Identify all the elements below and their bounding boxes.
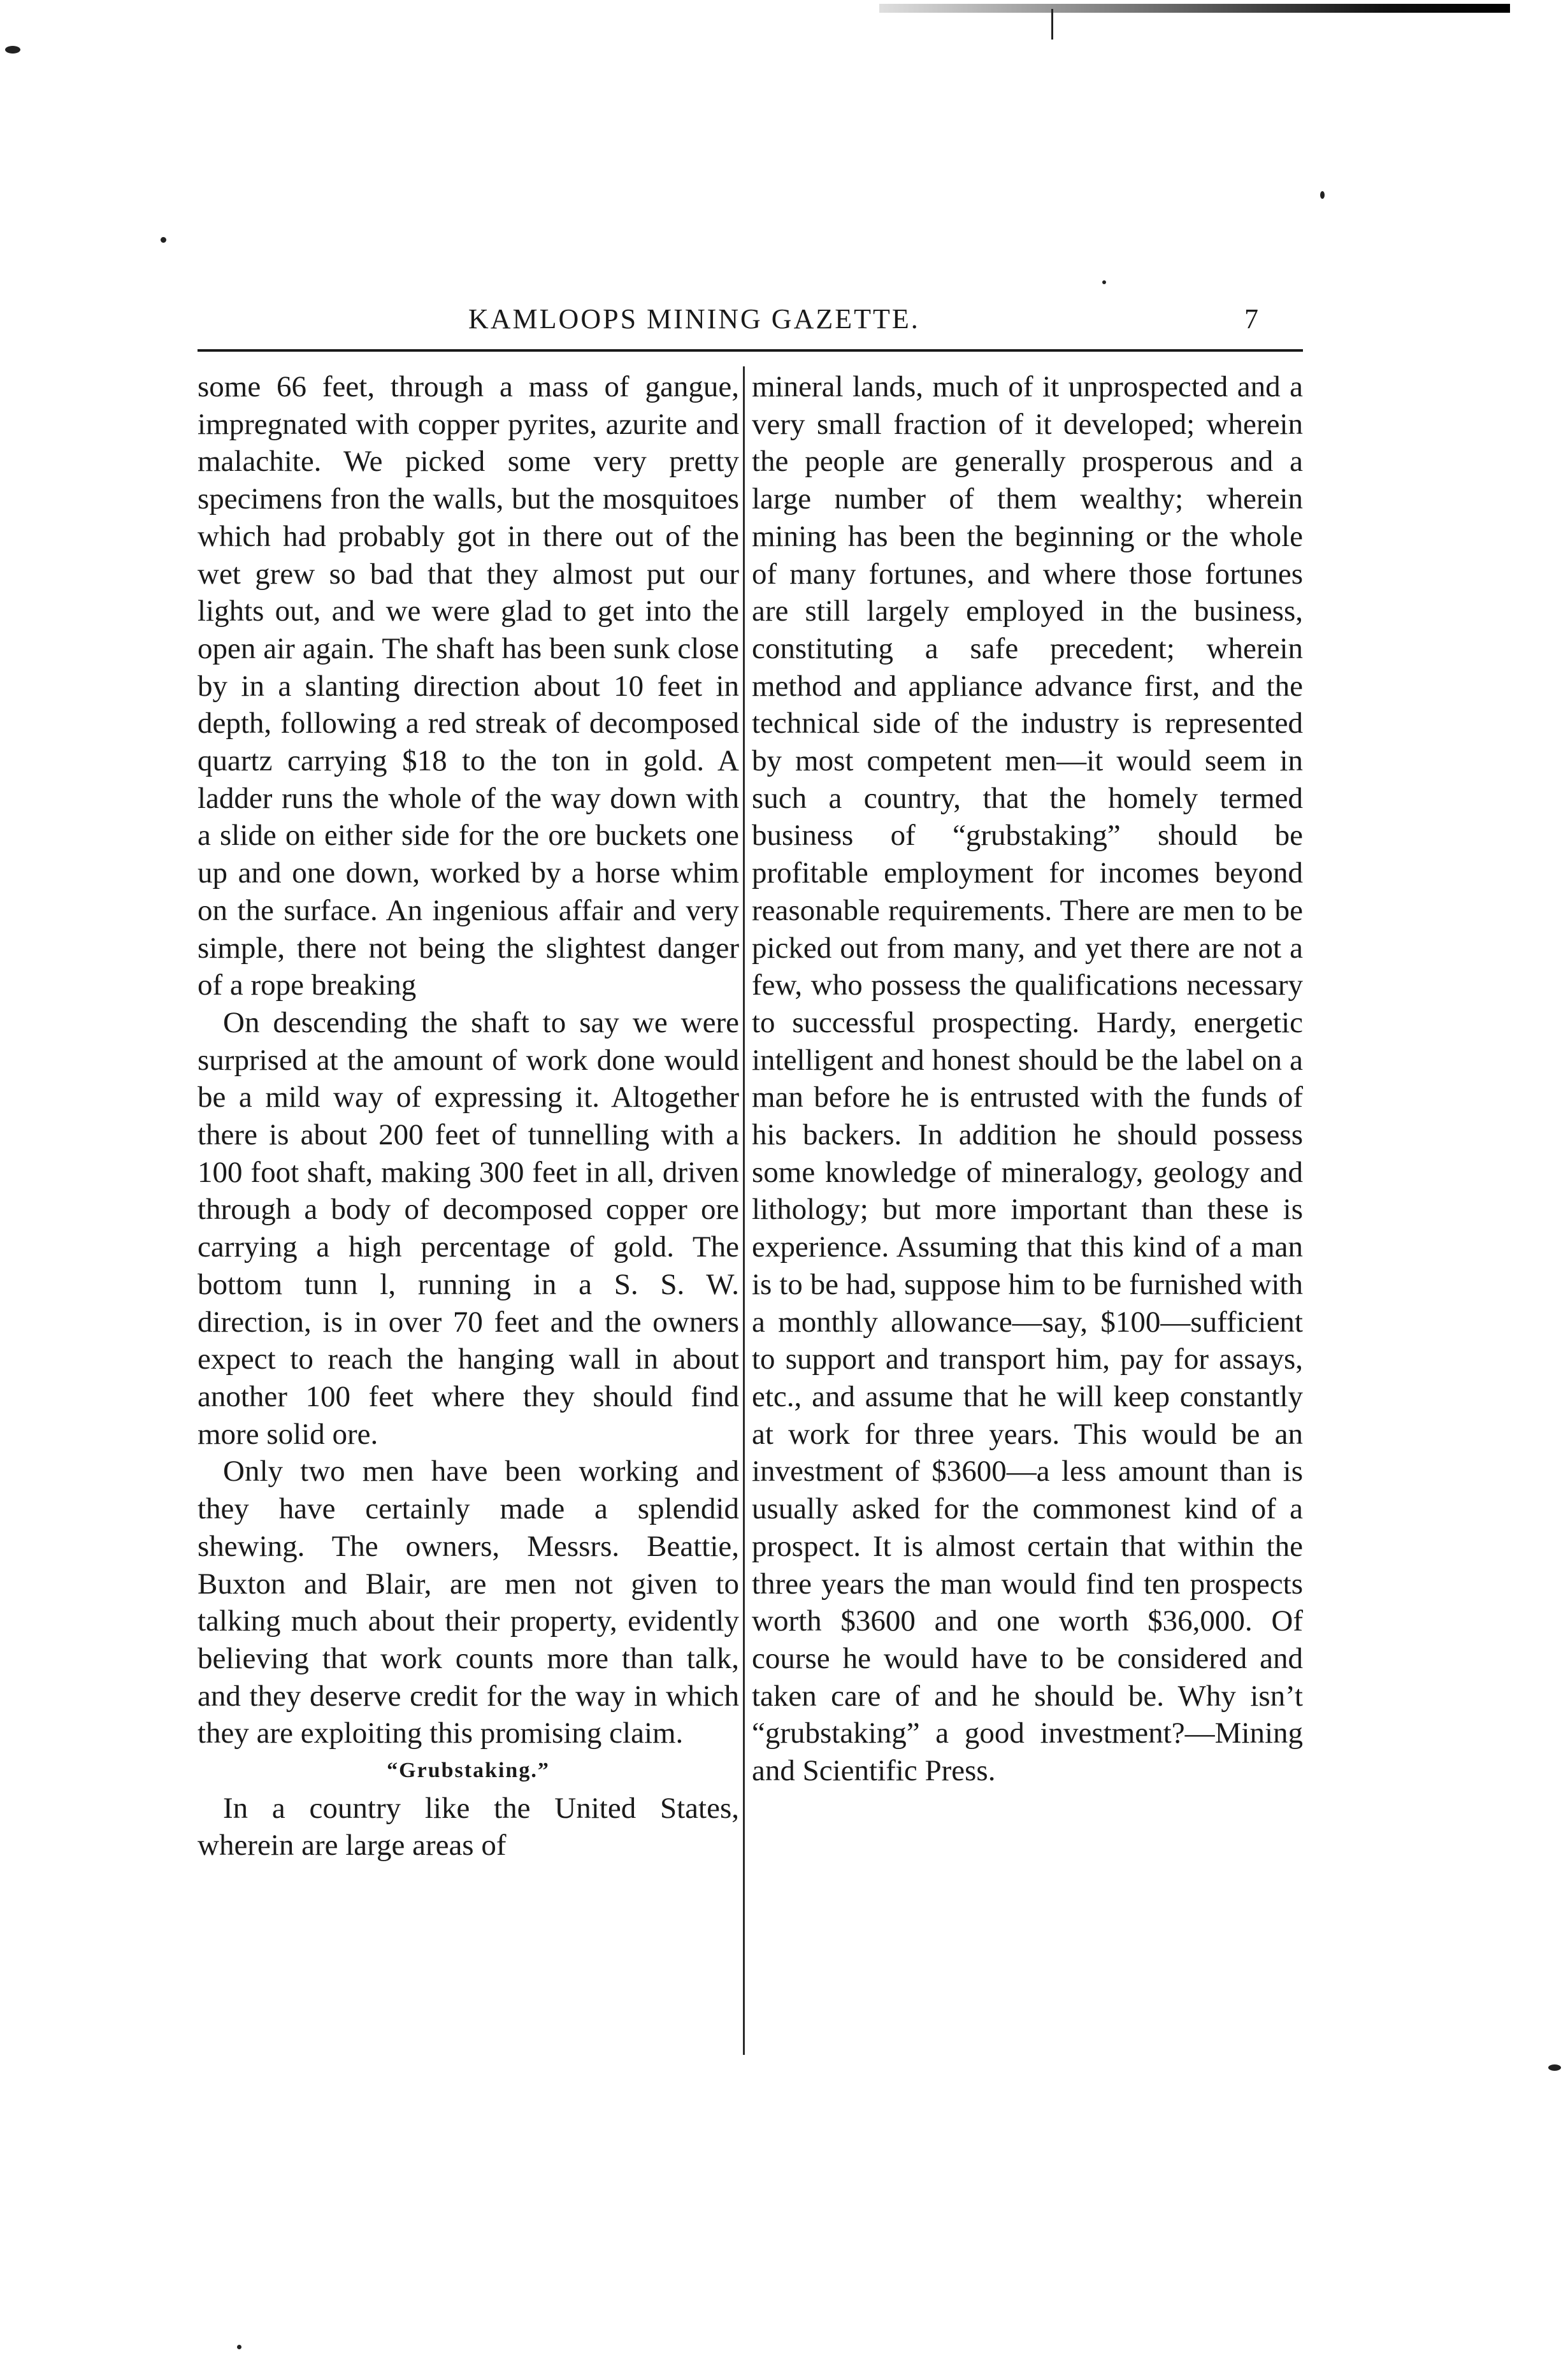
scan-artifact-rule	[879, 4, 1510, 13]
publication-title: KAMLOOPS MINING GAZETTE.	[468, 303, 920, 335]
page-header	[198, 296, 1303, 341]
scan-artifact-dot	[1102, 280, 1106, 284]
scan-artifact-dot	[237, 2345, 241, 2349]
right-column	[752, 368, 1303, 1790]
article-paragraph: Only two men have been working and they have certainly made a splendid shewing. The owners, Messrs. Beattie, Buxton and Blair, are men not given to talking much about their property, evidently believing that work counts more than talk, and they deserve credit for the way in which they are exploiting this promising claim.	[198, 1455, 739, 1750]
article-paragraph: On descending the shaft to say we were surprised at the amount of work done would be a mild way of expressing it. Altogether there is about 200 feet of tunnelling with a 100 foot shaft, making 300 feet in all, driven through a body of decomposed copper ore carrying a high percentage of gold. The bottom tunn l, running in a S. S. W. direction, is in over 70 feet and the owners expect to reach the hanging wall in about another 100 feet where they should find more solid ore.	[198, 1005, 739, 1451]
scan-artifact-tick	[1051, 9, 1053, 40]
article-paragraph: In a country like the United States, wherein are large areas of	[198, 1791, 739, 1862]
article-paragraph: some 66 feet, through a mass of gangue, impregnated with copper pyrites, azurite and malachite. We picked some very pretty specimens fron the walls, but the mosquitoes which had probably got in there out of the wet grew so bad that they almost put our lights out, and we were glad to get into the open air again. The shaft has been sunk close by in a slanting direction about 10 feet in depth, following a red streak of decomposed quartz carrying $18 to the ton in gold. A ladder runs the whole of the way down with a slide on either side for the ore buckets one up and one down, worked by a horse whim on the surface. An ingenious affair and very simple, there not being the slightest danger of a rope breaking	[198, 370, 739, 1002]
column-divider	[743, 366, 745, 2055]
article-subheading: “Grubstaking.”	[387, 1759, 550, 1783]
page-number: 7	[1244, 303, 1258, 335]
scan-artifact-mark	[5, 46, 20, 54]
left-column	[198, 368, 739, 1864]
scan-artifact-dot	[161, 237, 166, 243]
scan-artifact-dot	[1320, 191, 1325, 199]
header-rule	[198, 349, 1303, 352]
article-paragraph: mineral lands, much of it unprospected and a very small fraction of it developed; wherein the people are generally prosperous and a large number of them wealthy; wherein mining has been the beginning or the whole of many fortunes, and where those fortunes are still largely employed in the business, constituting a safe precedent; wherein method and appliance advance first, and the technical side of the industry is represented by most competent men—it would seem in such a country, that the homely termed business of “grubstaking” should be profitable employment for incomes beyond reasonable requirements. There are men to be picked out from many, and yet there are not a few, who possess the qualifications necessary to successful prospecting. Hardy, energetic intelligent and honest should be the label on a man before he is entrusted with the funds of his backers. In addition he should possess some knowledge of mineralogy, geology and lithology; but more important than these is experience. Assuming that this kind of a man is to be had, suppose him to be furnished with a monthly allowance—say, $100—sufficient to support and transport him, pay for assays, etc., and assume that he will keep constantly at work for three years. This would be an investment of $3600—a less amount than is usually asked for the commonest kind of a prospect. It is almost certain that within the three years the man would find ten prospects worth $3600 and one worth $36,000. Of course he would have to be considered and taken care of and he should be. Why isn’t “grubstaking” a good investment?—Mining and Scientific Press.	[752, 370, 1303, 1788]
scan-artifact-mark	[1548, 2064, 1561, 2071]
